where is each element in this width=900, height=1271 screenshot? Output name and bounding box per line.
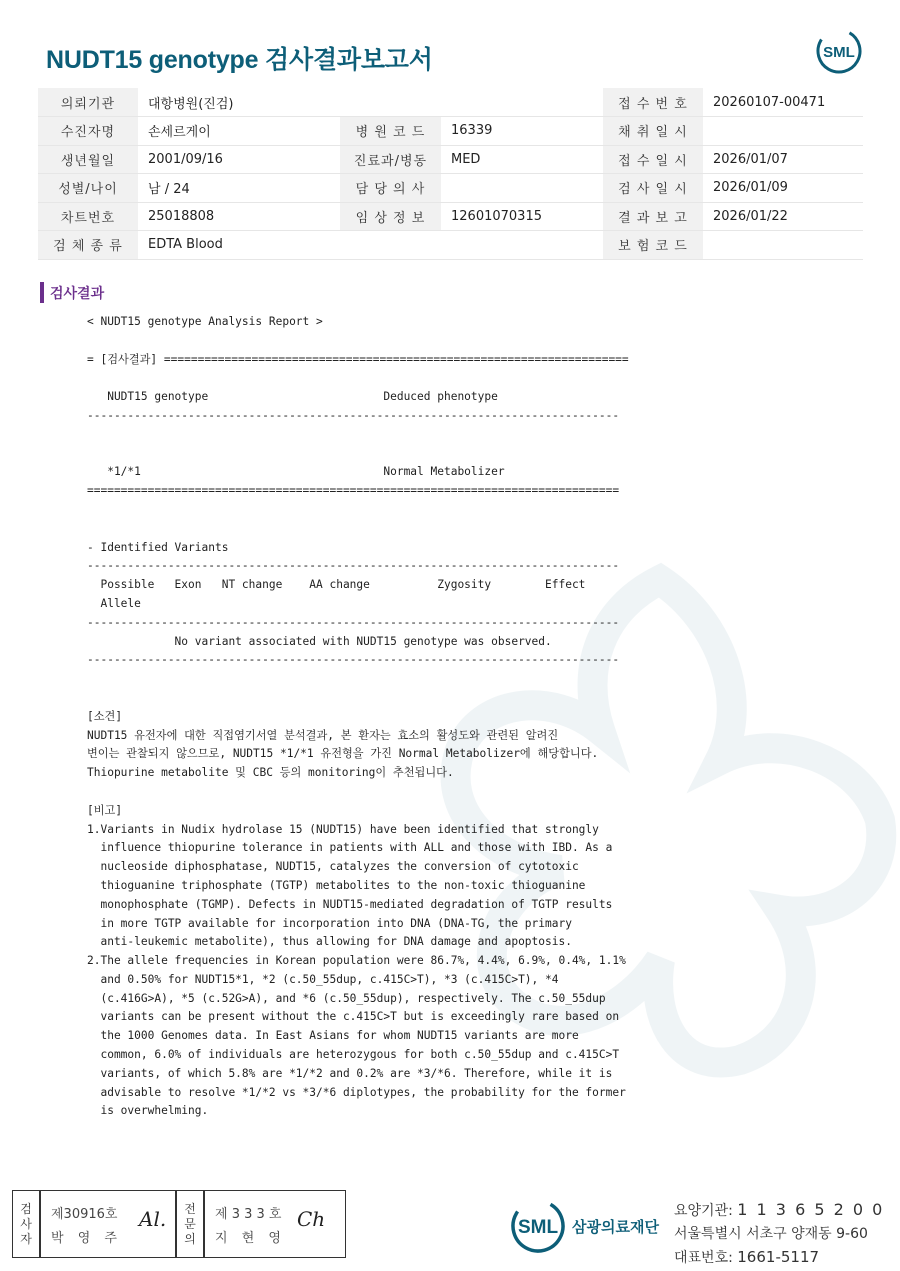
- inspector-license: 제30916호: [51, 1207, 118, 1222]
- report-line: = [검사결과] =====================================================================: [87, 352, 629, 366]
- info-row: [38, 202, 863, 231]
- side-label-char: 문: [184, 1216, 196, 1231]
- address: 서울특별시 서초구 양재동 9-60: [674, 1226, 868, 1242]
- info-label: 차트번호: [38, 202, 138, 231]
- accession-number: 20260107-00471: [703, 88, 863, 117]
- specimen-type: EDTA Blood: [138, 231, 340, 260]
- report-line: Allele: [87, 596, 141, 610]
- insurance-code: [703, 231, 863, 260]
- info-label: 결 과 보 고: [603, 202, 703, 231]
- received-date: 2026/01/07: [703, 145, 863, 174]
- specialist-signature: Ch: [297, 1207, 326, 1231]
- info-row: [38, 117, 863, 146]
- footer-address-block: [674, 1198, 884, 1270]
- signature-box: [12, 1190, 346, 1258]
- report-line: [소견]: [87, 709, 123, 723]
- report-line: [87, 332, 667, 351]
- report-line: No variant associated with NUDT15 genotype was observed.: [87, 634, 552, 648]
- info-label: 접 수 번 호: [603, 88, 703, 117]
- institution-code: 1 1 3 6 5 2 0 0: [737, 1200, 885, 1219]
- info-label: 생년월일: [38, 145, 138, 174]
- info-label: 보 험 코 드: [603, 231, 703, 260]
- report-line: the 1000 Genomes data. In East Asians for whom NUDT15 variants are more: [87, 1029, 579, 1043]
- report-text: [87, 313, 667, 1121]
- section-title: 검사결과: [50, 286, 105, 302]
- report-line: -------------------------------------------------------------------------------: [87, 408, 620, 422]
- info-label: 의뢰기관: [38, 88, 138, 117]
- report-line: 2.The allele frequencies in Korean population were 86.7%, 4.4%, 6.9%, 0.4%, 1.1%: [87, 954, 626, 968]
- patient-info-table: [38, 88, 863, 260]
- info-row: [38, 88, 863, 117]
- side-label-char: 의: [184, 1231, 196, 1246]
- sml-logo-icon: [510, 1198, 566, 1254]
- side-label-char: 사: [20, 1216, 32, 1231]
- report-line: < NUDT15 genotype Analysis Report >: [87, 315, 323, 328]
- report-line: -------------------------------------------------------------------------------: [87, 559, 620, 573]
- test-date: 2026/01/09: [703, 174, 863, 203]
- report-line: NUDT15 genotype Deduced phenotype: [87, 390, 498, 404]
- patient-name: 손세르게이: [138, 117, 340, 146]
- inspector-name: 박 영 주: [51, 1231, 122, 1246]
- info-label: 채 취 일 시: [603, 117, 703, 146]
- collection-date: [703, 117, 863, 146]
- report-line: [87, 670, 667, 689]
- report-line: [87, 520, 667, 539]
- report-line: Possible Exon NT change AA change Zygosity Effect: [87, 578, 586, 592]
- report-line: advisable to resolve *1/*2 vs *3/*6 diplotypes, the probability for the former: [87, 1085, 626, 1099]
- report-line: *1/*1 Normal Metabolizer: [87, 465, 505, 479]
- report-line: 1.Variants in Nudix hydrolase 15 (NUDT15) have been identified that strongly: [87, 822, 599, 836]
- foundation-logo: [510, 1198, 659, 1254]
- report-line: [87, 445, 667, 464]
- info-label: 진료과/병동: [340, 145, 441, 174]
- info-label: 접 수 일 시: [603, 145, 703, 174]
- info-row: [38, 145, 863, 174]
- specialist-name: 지 현 영: [215, 1231, 286, 1246]
- report-line: in more TGTP available for incorporation into DNA (DNA-TG, the primary: [87, 916, 572, 930]
- info-row: [38, 231, 863, 260]
- report-line: -------------------------------------------------------------------------------: [87, 615, 620, 629]
- info-label: 수진자명: [38, 117, 138, 146]
- report-line: influence thiopurine tolerance in patients with ALL and those with IBD. As a: [87, 841, 613, 855]
- report-line: [87, 501, 667, 520]
- report-line: NUDT15 유전자에 대한 직접염기서열 분석결과, 본 환자는 효소의 활성도와 관련된 알려진: [87, 728, 559, 742]
- report-line: - Identified Variants: [87, 540, 229, 554]
- info-label: 검 체 종 류: [38, 231, 138, 260]
- side-label-char: 검: [20, 1201, 32, 1216]
- specialist-license: 제 3 3 3 호: [215, 1207, 282, 1222]
- hospital-code: 16339: [441, 117, 603, 146]
- side-label-char: 자: [20, 1231, 32, 1246]
- sml-logo: [816, 28, 862, 74]
- report-line: -------------------------------------------------------------------------------: [87, 653, 620, 667]
- side-label-char: 전: [184, 1201, 196, 1216]
- foundation-name: 삼광의료재단: [572, 1217, 659, 1236]
- info-label: 담 당 의 사: [340, 174, 441, 203]
- report-line: [비고]: [87, 803, 123, 817]
- report-line: 변이는 관찰되지 않으므로, NUDT15 *1/*1 유전형을 가진 Normal Metabolizer에 해당합니다.: [87, 747, 599, 761]
- info-label: 검 사 일 시: [603, 174, 703, 203]
- info-row: [38, 174, 863, 203]
- report-line: variants can be present without the c.415C>T but is exceedingly rare based on: [87, 1010, 620, 1024]
- report-line: and 0.50% for NUDT15*1, *2 (c.50_55dup, c.415C>T), *3 (c.415C>T), *4: [87, 972, 559, 986]
- report-line: monophosphate (TGMP). Defects in NUDT15-mediated degradation of TGTP results: [87, 897, 613, 911]
- sex-age: 남 / 24: [138, 174, 340, 203]
- specialist-label: [177, 1191, 203, 1257]
- report-line: [87, 783, 667, 802]
- inspector-signature: Al.: [139, 1207, 167, 1231]
- report-line: is overwhelming.: [87, 1104, 209, 1118]
- phone-number: 1661-5117: [737, 1248, 820, 1266]
- birth-date: 2001/09/16: [138, 145, 340, 174]
- report-line: common, 6.0% of individuals are heterozygous for both c.50_55dup and c.415C>T: [87, 1048, 620, 1062]
- requesting-institution: 대항병원(진검): [138, 88, 340, 117]
- clinical-info: 12601070315: [441, 202, 603, 231]
- phone-line: 대표번호: 1661-5117: [674, 1248, 820, 1266]
- svg-text:SML: SML: [823, 44, 855, 61]
- report-line: [87, 369, 667, 388]
- info-label: 성별/나이: [38, 174, 138, 203]
- report-line: variants, of which 5.8% are *1/*2 and 0.2% are *3/*6. Therefore, while it is: [87, 1066, 613, 1080]
- svg-text:SML: SML: [517, 1217, 559, 1238]
- report-line: thioguanine triphosphate (TGTP) metabolites to the non-toxic thioguanine: [87, 878, 586, 892]
- chart-number: 25018808: [138, 202, 340, 231]
- department: MED: [441, 145, 603, 174]
- report-line: nucleoside diphosphatase, NUDT15, catalyzes the conversion of cytotoxic: [87, 860, 579, 874]
- report-line: Thiopurine metabolite 및 CBC 등의 monitoring이 추천됩니다.: [87, 766, 454, 780]
- institution-code-line: 요양기관: 1 1 3 6 5 2 0 0: [674, 1200, 885, 1219]
- info-label: 임 상 정 보: [340, 202, 441, 231]
- inspector-label: [13, 1191, 39, 1257]
- report-line: (c.416G>A), *5 (c.52G>A), and *6 (c.50_55dup), respectively. The c.50_55dup: [87, 991, 606, 1005]
- section-marker: [40, 282, 44, 303]
- report-line: [87, 426, 667, 445]
- attending-doctor: [441, 174, 603, 203]
- report-line: [87, 689, 667, 708]
- info-label: 병 원 코 드: [340, 117, 441, 146]
- report-line: ===============================================================================: [87, 484, 620, 498]
- report-line: anti-leukemic metabolite), thus allowing for DNA damage and apoptosis.: [87, 935, 572, 949]
- page-title: NUDT15 genotype 검사결과보고서: [46, 46, 433, 74]
- report-date: 2026/01/22: [703, 202, 863, 231]
